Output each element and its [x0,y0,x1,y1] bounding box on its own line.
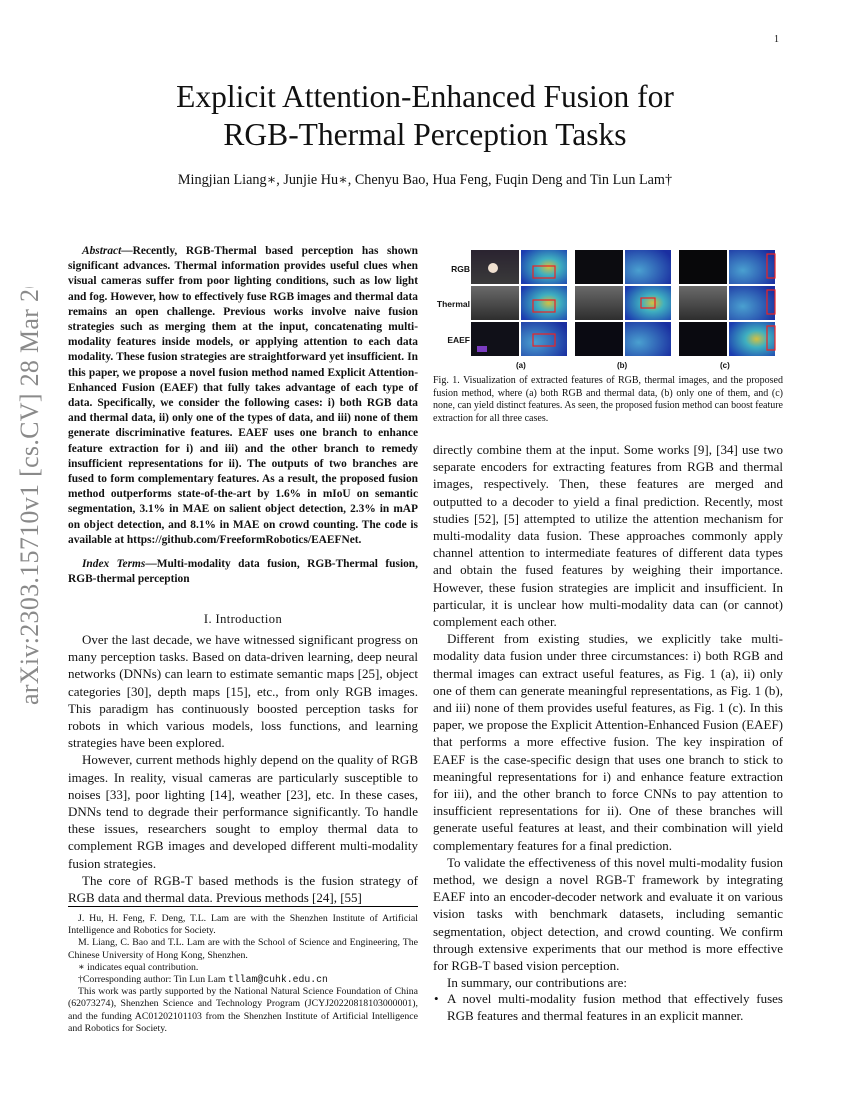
eaef-feature-a [521,322,567,356]
section-heading: I. Introduction [203,612,283,626]
panel-group-a [471,250,567,356]
page-number: 1 [774,34,779,45]
corresponding-email[interactable]: tllam@cuhk.edu.cn [227,974,328,986]
index-terms [68,557,418,587]
intro-paragraph-1: Over the last decade, we have witnessed significant progress on many perception tasks. Based on data-driven learning, deep neural networks (DNNs) can learn to estimate semantic maps [25], object categories [30], depth maps [15], etc., from only RGB images. This paradigm has continuously boosted perception tasks for robots in which various models, loss functions, and learning strategies have been explored. [68,632,418,751]
thermal-image-a [471,286,519,320]
rgb-feature-a [521,250,567,284]
footnotes [68,906,418,1035]
eaef-feature-c [729,322,775,356]
feature-visualization-grid [471,248,781,360]
row-label-eaef: EAEF [447,335,470,345]
right-paragraph-1: directly combine them at the input. Some works [9], [34] use two separate encoders for extracting features from RGB and thermal images, respectively. Then, these features are merged and outputted to a decoder to yield a final prediction. Recently, most studies [52], [5] attempted to utilize the attention mechanism for multi-modality data fusion. These approaches commonly apply channel attention to intermediate features of different data types and obtain the fused features by weighing their importance. However, these fusion strategies are implicit and insufficient. In particular, it is unclear how multi-modality data can (or cannot) complement each other. [433,442,783,630]
rgb-image-c [679,250,727,284]
thermal-feature-c [729,286,775,320]
intro-paragraph-3: The core of RGB-T based methods is the fusion strategy of RGB data and thermal data. Previous methods [24], [55] [68,872,418,906]
footnote-funding: This work was partly supported by the National Natural Science Foundation of China (62073274), Shenzhen Science and Technology Program (JCYJ20220818103000001), and the funding AC01202101103 from the Shenzhen Institute of Artificial Intelligence and Robotics for Society. [68,986,418,1034]
index-terms-label: Index Terms [82,558,146,570]
abstract [68,244,418,548]
contribution-bullet-1 [434,990,783,1024]
row-label-thermal: Thermal [436,299,470,309]
bullet-dot: • [434,991,439,1006]
abstract-label: Abstract [82,245,122,257]
sublabel-b: (b) [617,361,628,370]
rgb-feature-c [729,250,775,284]
index-terms-text: —Multi-modality data fusion, RGB-Thermal fusion, RGB-thermal perception [68,558,418,586]
sublabel-c: (c) [720,361,730,370]
right-paragraph-3: To validate the effectiveness of this novel multi-modality fusion method, we design a novel RGB-T framework by integrating EAEF into an encoder-decoder network and evaluate it on various vision tasks with benchmark datasets, including semantic segmentation, object detection, and crowd counting. We confirm through extensive experiments that our method is more effective for RGB-T based vision perception. [433,854,783,974]
eaef-image-b [575,322,623,356]
paper-title [60,78,790,154]
title-line-2: RGB-Thermal Perception Tasks [223,117,627,152]
intro-left-column [68,631,418,906]
thermal-feature-a [521,286,567,320]
footnote-1: J. Hu, H. Feng, F. Deng, T.L. Lam are with the Shenzhen Institute of Artificial Intelligence and Robotics for Society. [68,913,418,937]
right-paragraph-4: In summary, our contributions are: [447,975,628,991]
footnote-3: ∗ indicates equal contribution. [78,961,199,973]
eaef-blob-a [477,346,487,352]
intro-right-column [433,441,783,992]
thermal-feature-b [625,286,671,320]
sublabel-a: (a) [516,361,526,370]
title-line-1: Explicit Attention-Enhanced Fusion for [176,79,674,114]
eaef-image-c [679,322,727,356]
footnote-corresponding [68,974,418,986]
panel-group-c [679,250,775,356]
author-list: Mingjian Liang∗, Junjie Hu∗, Chenyu Bao, Hua Feng, Fuqin Deng and Tin Lun Lam† [177,172,673,188]
thermal-image-b [575,286,623,320]
light-glare-a [488,263,498,273]
rgb-image-b [575,250,623,284]
panel-group-b [575,250,671,356]
footnote-2: M. Liang, C. Bao and T.L. Lam are with the School of Science and Engineering, The Chinese University of Hong Kong, Shenzhen. [68,937,418,961]
arxiv-id-text: arXiv:2303.15710v1 [cs.CV] 28 Mar 2023 [15,287,44,705]
abstract-text: —Recently, RGB-Thermal based perception has shown significant advances. Thermal information provides useful clues when visual cameras suffer from poor lighting conditions, such as low light and fog. However, how to effectively fuse RGB images and thermal data remains an open challenge. Previous works involve naive fusion strategies such as merging them at the input, concatenating multi-modality features inside models, or applying attention to each data modality. These fusion strategies are straightforward yet insufficient. In this paper, we propose a novel fusion method named Explicit Attention-Enhanced Fusion (EAEF) that fully takes advantage of each type of data. Specifically, we consider the following cases: i) both RGB data and thermal data, ii) only one of the types of data, and iii) none of them generate discriminative features. EAEF uses one branch to enhance feature extraction for i) and iii) and the other branch to remedy insufficient representations for ii). The outputs of two branches are fused to form complementary features. As a result, the proposed fusion method outperforms state-of-the-art by 1.6% in mIoU on semantic segmentation, 3.1% in MAE on salient object detection, 2.3% in mAP on object detection, and 8.1% in MAE on crowd counting. The code is available at https://github.com/FreeformRobotics/EAEFNet. [68,245,418,546]
corresponding-label: †Corresponding author: Tin Lun Lam [78,974,228,986]
row-label-rgb: RGB [451,264,470,274]
thermal-image-c [679,286,727,320]
contribution-text-1: A novel multi-modality fusion method that effectively fuses RGB features and thermal features in an explicit manner. [447,991,783,1024]
right-paragraph-2: Different from existing studies, we explicitly take multi-modality data fusion under three circumstances: i) both RGB and thermal images can extract useful features, as Fig. 1 (a), ii) only one of them can generate meaningful representations, as Fig. 1 (b), and iii) none of them provides useful features, as Fig. 1 (c). In this paper, we propose the Explicit Attention-Enhanced Fusion (EAEF) that performs a more effective fusion. The key inspiration of EAEF is the case-specific design that uses one branch to stick to meaningful representations for i) and enhance feature extraction for iii), and the other branch to force CNNs to pay attention to insufficient representations for ii). One of these branches will generate useful features at least, and their combination will yield complementary features for a final prediction. [433,631,783,853]
figure-1-caption: Fig. 1. Visualization of extracted features of RGB, thermal images, and the proposed fusion method, where (a) both RGB and thermal data, (b) only one of them, and (c) none, can yield distinct features. As seen, the proposed fusion method can boost feature extraction for all three cases. [433,375,783,424]
rgb-feature-b [625,250,671,284]
arxiv-watermark [8,287,48,707]
intro-paragraph-2: However, current methods highly depend on the quality of RGB images. In reality, visual cameras are particularly susceptible to noises [33], poor lighting [14], weather [23], etc. In these cases, DNNs tend to degrade their performance significantly. To handle these issues, researchers sought to employ thermal data to complement RGB images and developed different multi-modality fusion strategies. [68,752,418,871]
eaef-feature-b [625,322,671,356]
